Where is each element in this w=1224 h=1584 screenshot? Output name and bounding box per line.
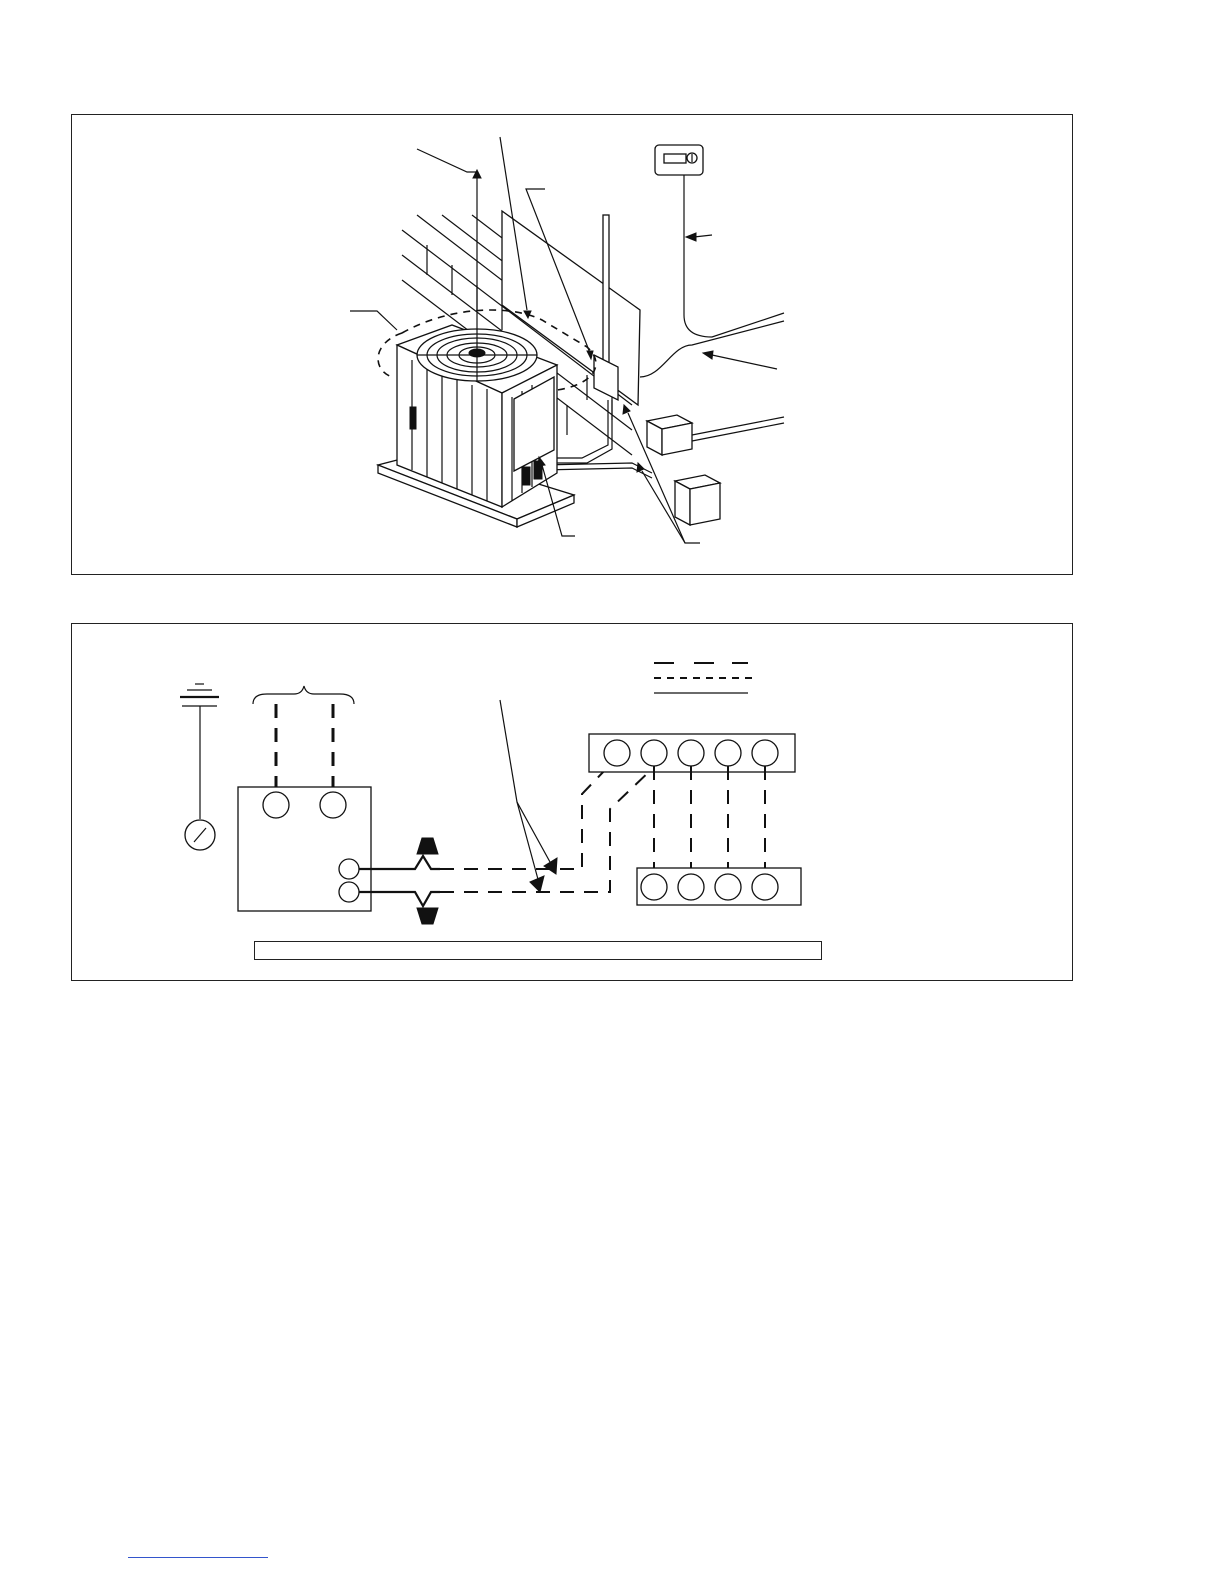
power-terminal-l2 [320,792,346,818]
legend [654,663,752,693]
wire-break-up-icon [417,838,438,854]
low-voltage-wire [640,321,784,377]
support-blocks [647,415,784,525]
line-set [542,463,652,473]
control-terminal-1 [339,859,359,879]
wiring-schematic [72,624,1072,980]
control-terminal-2 [339,882,359,902]
ground-icon [180,684,219,850]
thermostat [655,145,784,337]
footer-link[interactable] [128,1557,268,1558]
installation-figure [71,114,1073,575]
wiring-diagram [71,623,1073,981]
wire-break-down-icon [417,908,438,924]
wiring-note [254,941,822,960]
installation-illustration [72,115,1072,574]
power-terminal-l1 [263,792,289,818]
power-supply-brace [253,686,354,704]
wire-pointer [500,700,550,862]
